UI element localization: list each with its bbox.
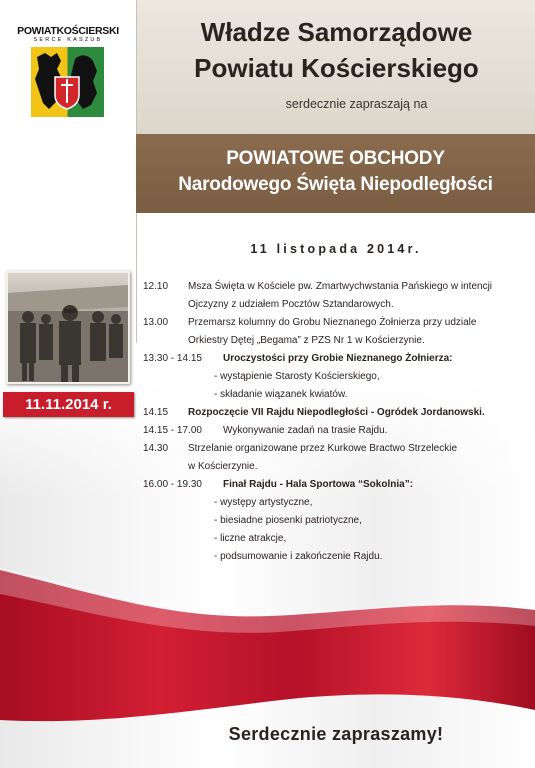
event-date: 11 listopada 2014r. (250, 242, 422, 256)
schedule-time: 13.00 (143, 317, 169, 328)
logo-tagline: SERCE KASZUB (33, 37, 103, 43)
schedule-text: Msza Święta w Kościele pw. Zmartwychwstania Pańskiego w intencji (188, 281, 493, 292)
schedule-time: 14.30 (143, 443, 169, 454)
schedule-text: Orkiestry Dętej „Begama” z PZS Nr 1 w Kościerzynie. (188, 335, 425, 346)
schedule-time: 12.10 (143, 281, 169, 292)
title-line-2: Powiatu Kościerskiego (194, 53, 479, 83)
title-line-1: Władze Samorządowe (200, 17, 473, 47)
schedule-text: Strzelanie organizowane przez Kurkowe Bractwo Strzeleckie (188, 443, 458, 454)
schedule-title: Rozpoczęcie VII Rajdu Niepodległości - Ogródek Jordanowski. (188, 407, 485, 418)
banner-line-2: Narodowego Święta Niepodległości (178, 174, 493, 195)
logo-name: POWIATKOŚCIERSKI (17, 25, 119, 37)
schedule-text: Przemarsz kolumny do Grobu Nieznanego Żołnierza przy udziale (188, 317, 477, 328)
schedule-time: 14.15 (143, 407, 169, 418)
schedule-text: Wykonywanie zadań na trasie Rajdu. (223, 425, 388, 436)
closing-invitation: Serdecznie zapraszamy! (228, 724, 444, 744)
schedule-item: - wystąpienie Starosty Kościerskiego, (214, 371, 380, 382)
invite-text: serdecznie zapraszają na (285, 97, 428, 111)
schedule-time: 14.15 - 17.00 (143, 425, 202, 436)
schedule-time: 13.30 - 14.15 (143, 353, 202, 364)
schedule-text: Ojczyzny z udziałem Pocztów Sztandarowych. (188, 299, 394, 310)
schedule-item: - składanie wiązanek kwiatów. (214, 389, 348, 400)
schedule-title: Finał Rajdu - Hala Sportowa “Sokolnia”: (223, 479, 414, 490)
schedule-item: - występy artystyczne, (214, 497, 313, 508)
schedule-item: - podsumowanie i zakończenie Rajdu. (214, 551, 383, 562)
schedule-item: - biesiadne piosenki patriotyczne, (214, 515, 362, 526)
schedule-time: 16.00 - 19.30 (143, 479, 202, 490)
schedule-item: - liczne atrakcje, (214, 533, 287, 544)
schedule-title: Uroczystości przy Grobie Nieznanego Żołnierza: (223, 353, 453, 364)
schedule-text: w Kościerzynie. (188, 461, 258, 472)
photo-date-badge: 11.11.2014 r. (3, 392, 134, 417)
banner-line-1: POWIATOWE OBCHODY (226, 148, 445, 169)
